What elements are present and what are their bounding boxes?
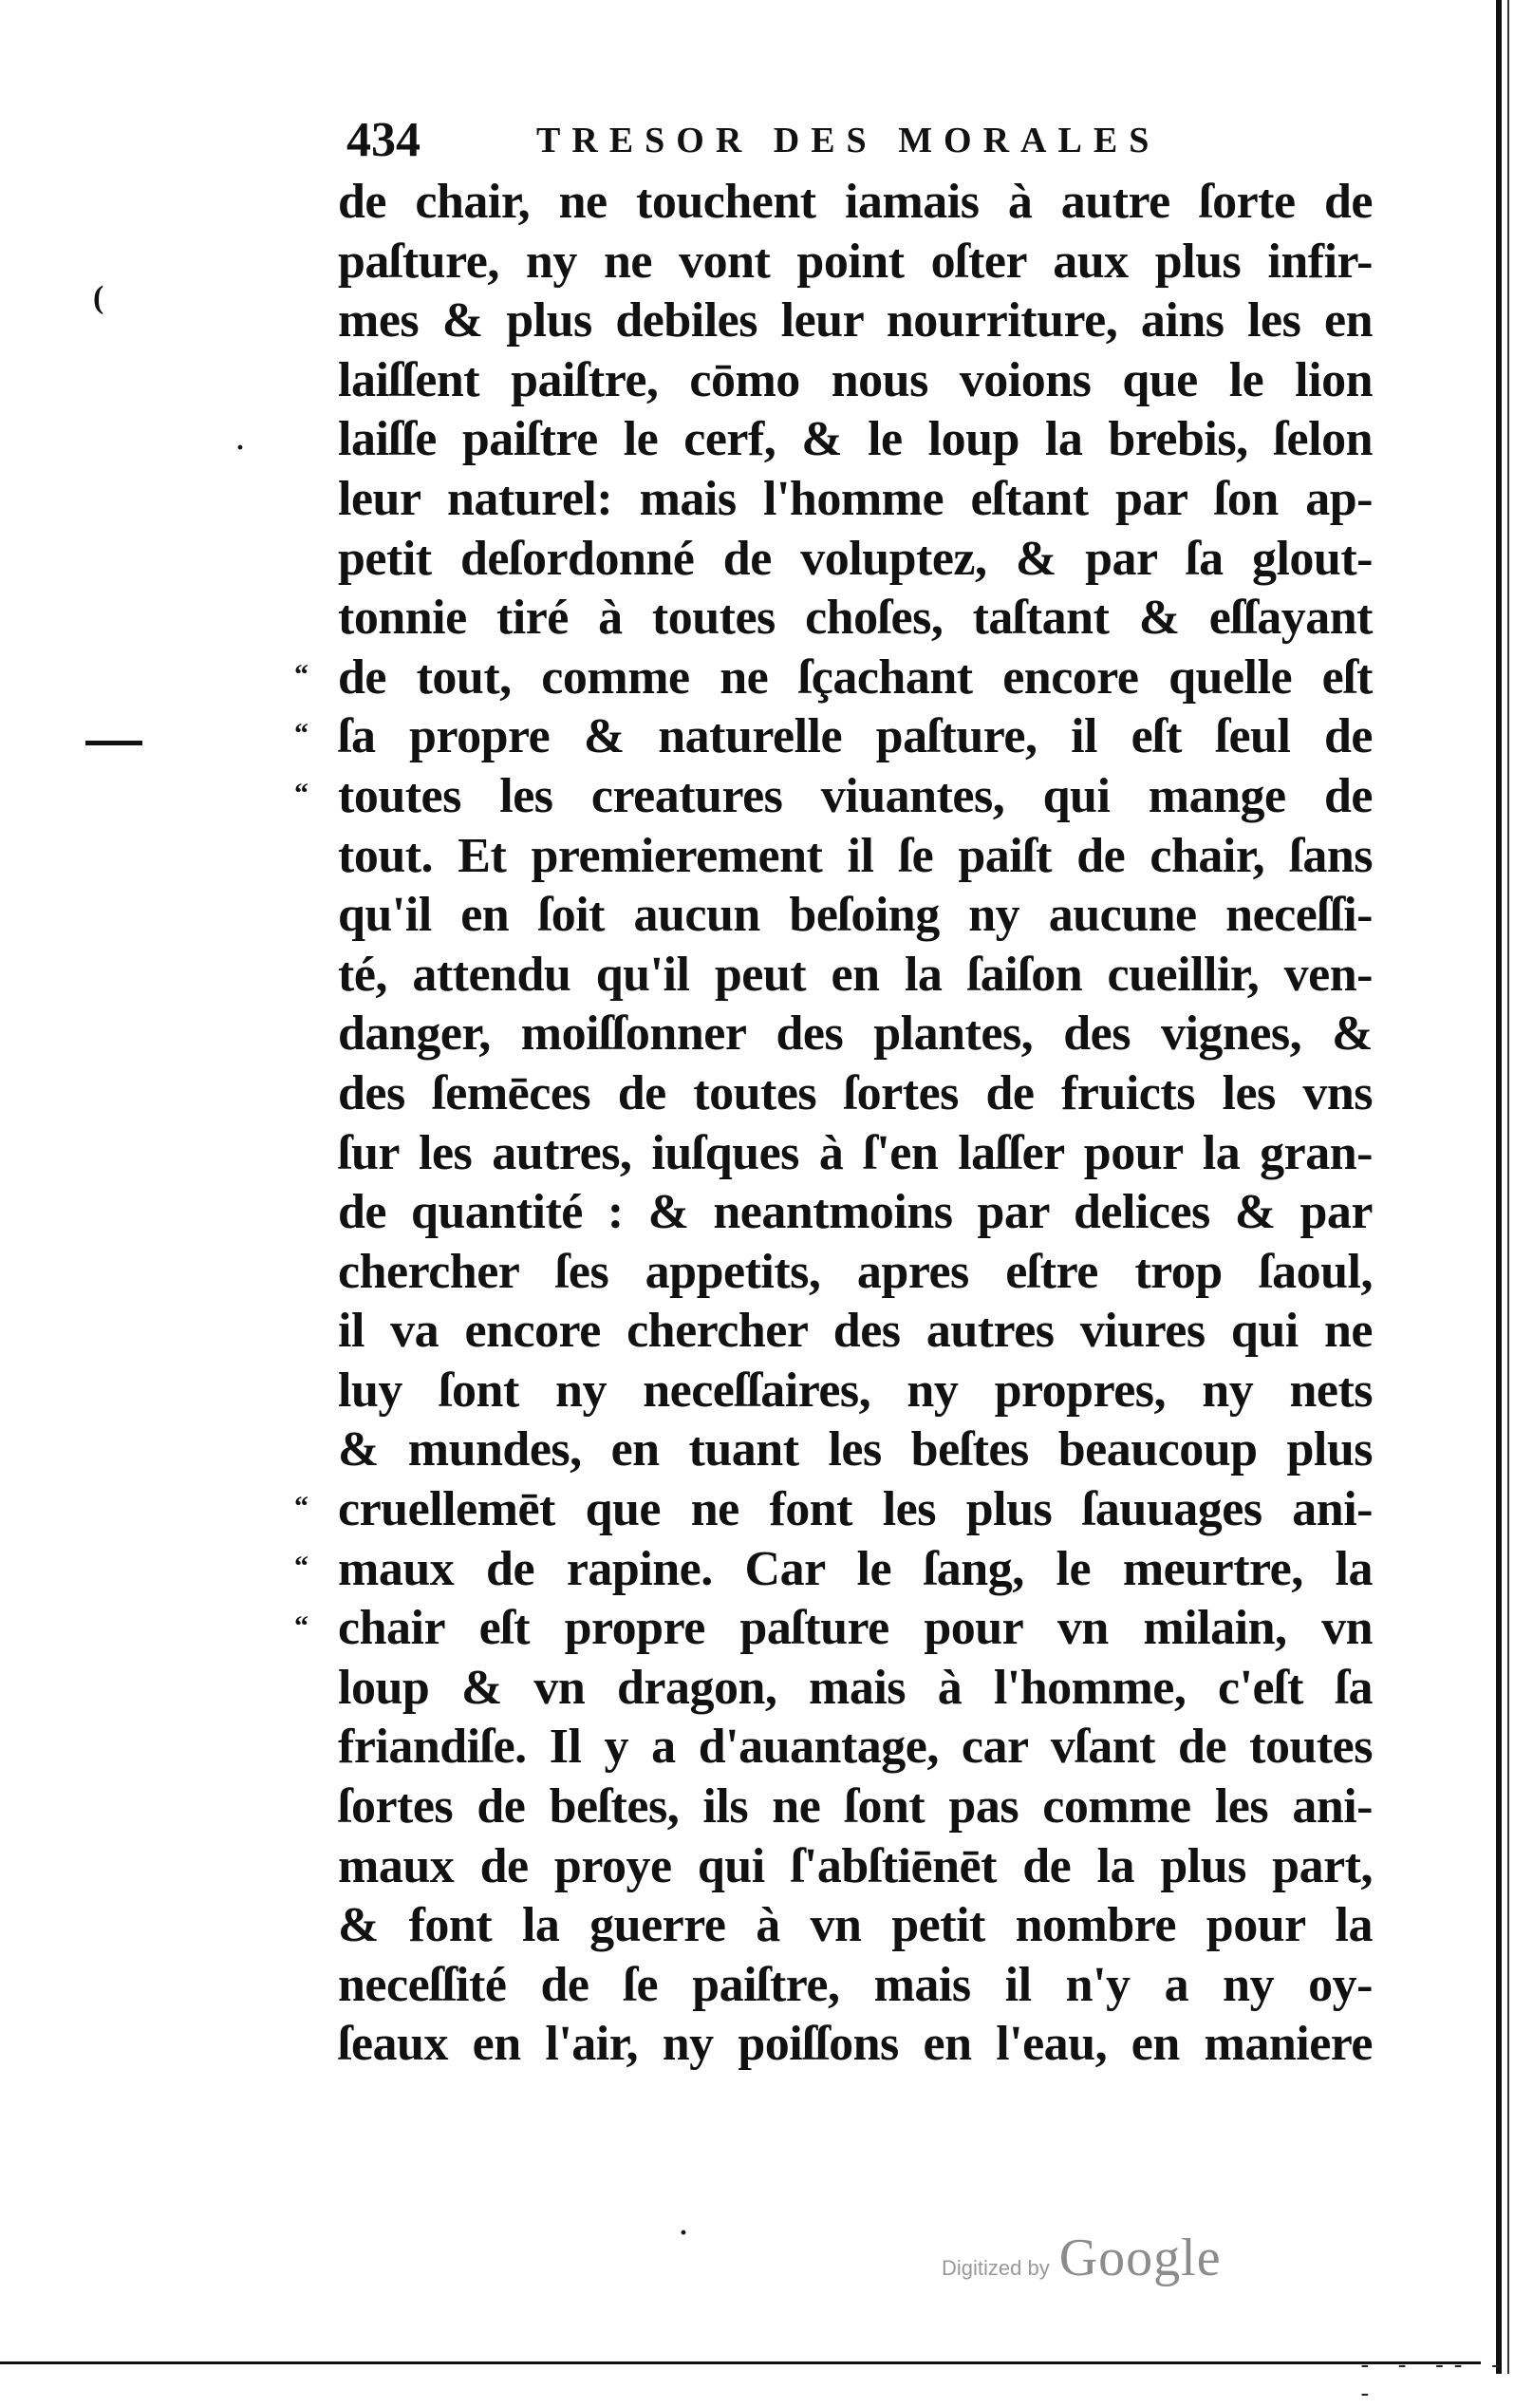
text-line: luy ſont ny neceſſaires, ny propres, ny nets: [338, 1363, 1373, 1418]
text-line: mes & plus debiles leur nourriture, ains les en: [338, 293, 1373, 348]
text-line: maux de rapine. Car le ſang, le meurtre, la: [338, 1541, 1373, 1596]
text-line: des ſemēces de toutes ſortes de fruicts les vns: [338, 1065, 1373, 1120]
watermark-prefix: Digitized by: [942, 2256, 1050, 2280]
text-line: laiſſent paiſtre, cōmo nous voions que le lion: [338, 352, 1373, 407]
text-line: cruellemēt que ne font les plus ſauuages ani-: [338, 1482, 1373, 1537]
text-line: ſortes de beſtes, ils ne ſont pas comme les ani-: [338, 1779, 1373, 1834]
google-logo: Google: [1058, 2229, 1222, 2287]
page-number: 434: [346, 113, 421, 167]
text-line: friandiſe. Il y a d'auantage, car vſant de toutes: [338, 1720, 1373, 1775]
bottom-edge-dashes: - - -- - -: [1357, 2351, 1507, 2408]
text-line: qu'il en ſoit aucun beſoing ny aucune neceſſi-: [338, 888, 1373, 943]
text-line: il va encore chercher des autres viures qui ne: [338, 1304, 1373, 1359]
text-line: loup & vn dragon, mais à l'homme, c'eſt ſa: [338, 1660, 1373, 1715]
running-head: TRESOR DES MORALES: [536, 121, 1161, 160]
text-line: ſur les autres, iuſques à ſ'en laſſer pour la gran-: [338, 1125, 1373, 1180]
text-line: neceſſité de ſe paiſtre, mais il n'y a ny oy-: [338, 1957, 1373, 2012]
page-binding-edge: [1496, 0, 1502, 2374]
text-line: de quantité : & neantmoins par delices & par: [338, 1185, 1373, 1240]
stray-mark: (: [93, 280, 104, 315]
text-line: de tout, comme ne ſçachant encore quelle eſt: [338, 649, 1373, 705]
page-binding-edge-inner: [1507, 0, 1509, 2374]
stray-margin-dash: [85, 741, 142, 745]
body-text: [338, 173, 1373, 2075]
text-line: ſa propre & naturelle paſture, il eſt ſeul de: [338, 709, 1373, 764]
text-line: petit deſordonné de voluptez, & par ſa glout-: [338, 531, 1373, 586]
text-line: ſeaux en l'air, ny poiſſons en l'eau, en maniere: [338, 2017, 1373, 2072]
text-line: toutes les creatures viuantes, qui mange de: [338, 768, 1373, 823]
page-header: [342, 112, 1291, 173]
text-line: danger, moiſſonner des plantes, des vignes, &: [338, 1006, 1373, 1062]
quote-mark: “: [294, 659, 308, 690]
page-bottom-edge: [0, 2361, 1481, 2364]
quote-mark: “: [294, 718, 308, 749]
quote-mark: “: [294, 1491, 308, 1522]
text-line: paſture, ny ne vont point oſter aux plus infir-: [338, 234, 1373, 289]
text-line: tonnie tiré à toutes choſes, taſtant & eſſayant: [338, 591, 1373, 646]
text-line: tout. Et premierement il ſe paiſt de chair, ſans: [338, 828, 1373, 883]
stray-dot: ·: [235, 432, 246, 463]
text-line: té, attendu qu'il peut en la ſaiſon cueillir, ven-: [338, 947, 1373, 1002]
text-line: & font la guerre à vn petit nombre pour la: [338, 1898, 1373, 1953]
text-line: chercher ſes appetits, apres eſtre trop ſaoul,: [338, 1244, 1373, 1299]
text-line: maux de proye qui ſ'abſtiēnēt de la plus part,: [338, 1838, 1373, 1893]
text-line: de chair, ne touchent iamais à autre ſorte de: [338, 175, 1373, 229]
quote-mark: “: [294, 1610, 308, 1642]
quote-mark: “: [294, 778, 308, 809]
text-line: leur naturel: mais l'homme eſtant par ſon ap-: [338, 471, 1373, 526]
stray-dot: ·: [679, 2217, 689, 2248]
quote-mark: “: [294, 1551, 308, 1582]
text-line: chair eſt propre paſture pour vn milain, vn: [338, 1601, 1373, 1656]
digitized-watermark: [942, 2228, 1222, 2288]
text-line: & mundes, en tuant les beſtes beaucoup plus: [338, 1422, 1373, 1477]
text-line: laiſſe paiſtre le cerf, & le loup la brebis, ſelon: [338, 412, 1373, 467]
